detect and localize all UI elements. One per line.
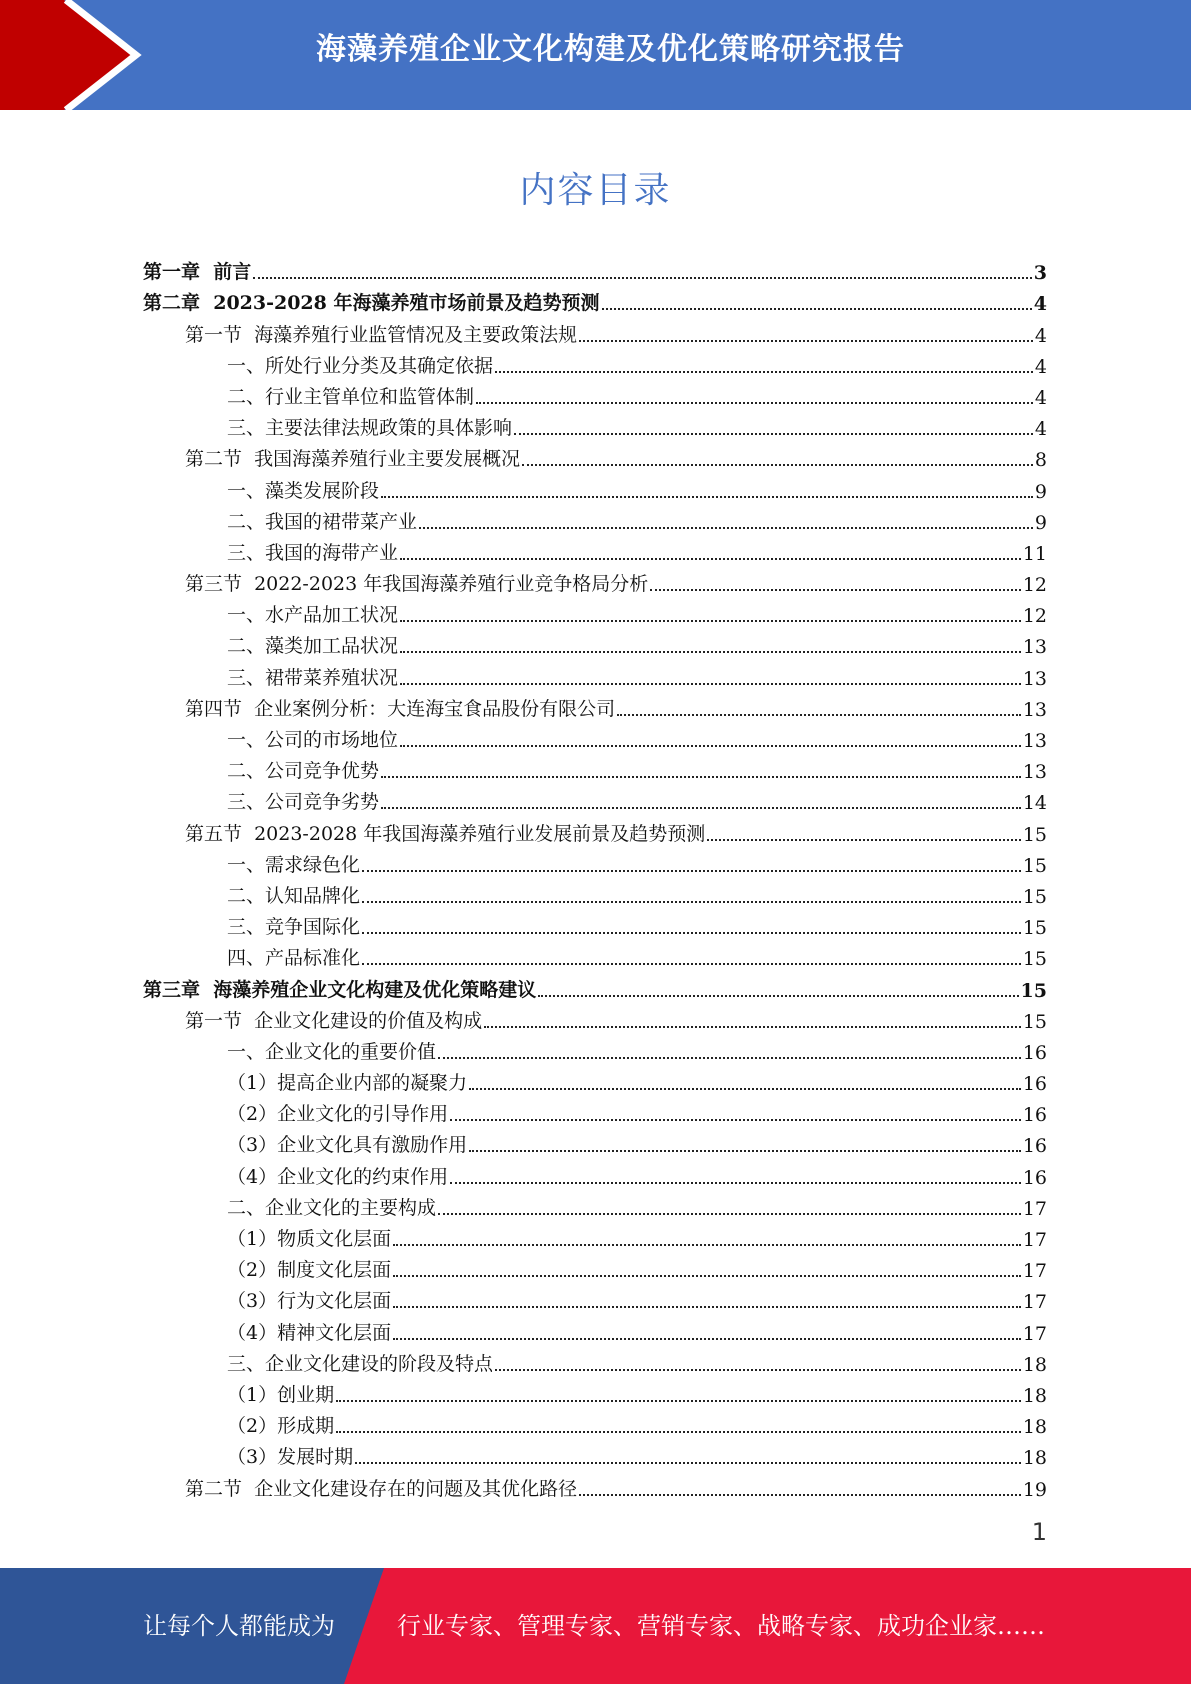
toc-entry-page: 16 [1022,1135,1047,1158]
toc-entry-label: （3）行为文化层面 [227,1290,392,1313]
toc-entry-label: 四、产品标准化 [227,947,361,970]
toc-entry-label: （4）精神文化层面 [227,1321,392,1344]
toc-dot-leader [362,868,1021,872]
toc-dot-leader [579,1492,1021,1496]
toc-entry-label: 二、藻类加工品状况 [227,635,399,658]
toc-heading: 内容目录 [519,170,672,211]
toc-dot-leader [538,993,1018,997]
toc-entry-label: 二、行业主管单位和监管体制 [227,385,475,408]
toc-entry-label: （2）企业文化的引导作用 [227,1103,449,1126]
toc-entry-label: 第五节 2023-2028 年我国海藻养殖行业发展前景及趋势预测 [185,822,706,845]
toc-entry[interactable] [0,315,1191,346]
toc-dot-leader [400,556,1021,560]
toc-entry-page: 15 [1020,979,1047,1002]
toc-entry-page: 4 [1034,324,1047,347]
toc-entry[interactable] [0,284,1191,315]
toc-entry-page: 3 [1033,262,1047,285]
toc-entry-label: （2）形成期 [227,1415,335,1438]
toc-dot-leader [400,618,1021,622]
toc-entry-label: 第一节 企业文化建设的价值及构成 [185,1009,483,1032]
toc-entry-page: 4 [1034,386,1047,409]
toc-dot-leader [393,1273,1021,1277]
toc-entry-label: （2）制度文化层面 [227,1259,392,1282]
toc-entry-page: 11 [1022,542,1047,565]
toc-dot-leader [355,1460,1021,1464]
toc-entry-page: 12 [1022,574,1047,597]
toc-entry-page: 15 [1022,917,1047,940]
header-banner [0,0,1191,110]
toc-entry-label: 第二节 企业文化建设存在的问题及其优化路径 [185,1477,578,1500]
toc-entry-label: 二、企业文化的主要构成 [227,1196,437,1219]
toc-entry-label: （1）物质文化层面 [227,1228,392,1250]
toc-entry-page: 17 [1022,1291,1047,1314]
toc-entry-label: 一、所处行业分类及其确定依据 [227,354,494,377]
toc-entry-page: 15 [1022,1010,1047,1033]
toc-entry[interactable] [0,658,1191,689]
toc-entry[interactable] [0,939,1191,970]
toc-entry[interactable] [0,721,1191,752]
toc-dot-leader [362,961,1021,965]
toc-dot-leader [450,1117,1021,1121]
toc-entry-page: 13 [1022,667,1047,690]
toc-dot-leader [393,1336,1021,1340]
toc-dot-leader [450,1180,1021,1184]
toc-entry-page: 12 [1022,605,1047,628]
toc-entry-page: 17 [1022,1260,1047,1283]
toc-dot-leader [419,525,1033,529]
toc-dot-leader [336,1429,1021,1433]
toc-entry-page: 17 [1022,1197,1047,1220]
toc-entry[interactable] [0,1282,1191,1313]
toc-entry-label: 第四节 企业案例分析：大连海宝食品股份有限公司 [185,697,616,720]
toc-entry[interactable] [0,565,1191,596]
toc-entry-page: 17 [1022,1322,1047,1345]
toc-entry-label: 三、公司竞争劣势 [227,791,380,814]
toc-entry[interactable] [0,846,1191,877]
toc-entry-page: 18 [1022,1384,1047,1407]
toc-entry[interactable] [0,1033,1191,1064]
toc-entry[interactable] [0,1157,1191,1188]
toc-entry-label: 第三章 海藻养殖企业文化构建及优化策略建议 [143,978,537,1001]
toc-entry[interactable] [0,378,1191,409]
toc-entry[interactable] [0,253,1191,284]
toc-dot-leader [476,400,1033,404]
toc-entry[interactable] [0,1095,1191,1126]
toc-entry[interactable] [0,409,1191,440]
toc-entry-page: 18 [1022,1353,1047,1376]
toc-entry-page: 16 [1022,1166,1047,1189]
toc-entry-label: 二、认知品牌化 [227,884,361,907]
table-of-contents [0,253,1191,1501]
toc-entry-label: 三、我国的海带产业 [227,541,399,564]
toc-entry[interactable] [0,1126,1191,1157]
toc-entry[interactable] [0,1438,1191,1469]
toc-entry[interactable] [0,471,1191,502]
toc-dot-leader [393,1304,1021,1308]
toc-entry-page: 8 [1034,449,1047,472]
toc-dot-leader [617,712,1021,716]
toc-entry-page: 18 [1022,1447,1047,1470]
toc-dot-leader [650,587,1021,591]
toc-entry[interactable] [0,908,1191,939]
footer-slogan-left: 让每个人都能成为 [143,1612,335,1640]
toc-entry-label: （1）创业期 [227,1383,335,1406]
toc-dot-leader [381,774,1021,778]
toc-entry-page: 16 [1022,1041,1047,1064]
toc-entry[interactable] [0,1345,1191,1376]
toc-entry[interactable] [0,440,1191,471]
report-title: 海藻养殖企业文化构建及优化策略研究报告 [316,32,905,67]
toc-entry-page: 4 [1033,293,1047,316]
toc-dot-leader [579,338,1033,342]
toc-entry-label: 一、需求绿色化 [227,853,361,876]
toc-entry-page: 18 [1022,1416,1047,1439]
toc-entry[interactable] [0,627,1191,658]
toc-entry-page: 9 [1034,480,1047,503]
toc-entry[interactable] [0,1002,1191,1033]
toc-entry-label: （1）提高企业内部的凝聚力 [227,1072,468,1095]
toc-entry-label: 第一章 前言 [143,261,252,284]
page-number: 1 [1031,1518,1047,1546]
toc-entry-label: 三、竞争国际化 [227,916,361,939]
toc-entry-label: 二、公司竞争优势 [227,760,380,783]
toc-entry[interactable] [0,690,1191,721]
toc-entry-label: 三、主要法律法规政策的具体影响 [227,417,513,440]
toc-entry-label: （4）企业文化的约束作用 [227,1165,449,1188]
toc-entry-page: 16 [1022,1073,1047,1096]
toc-entry-label: 三、裙带菜养殖状况 [227,666,399,689]
toc-dot-leader [495,369,1033,373]
toc-entry[interactable] [0,970,1191,1001]
toc-entry-page: 15 [1022,854,1047,877]
footer-slogan-right: 行业专家、管理专家、营销专家、战略专家、成功企业家…… [397,1612,1045,1640]
toc-dot-leader [707,837,1021,841]
toc-entry[interactable] [0,1064,1191,1095]
toc-entry-page: 15 [1022,823,1047,846]
toc-dot-leader [495,1367,1021,1371]
toc-entry[interactable] [0,814,1191,845]
toc-dot-leader [484,1024,1021,1028]
toc-dot-leader [514,431,1033,435]
toc-entry[interactable] [0,503,1191,534]
toc-entry-label: 一、公司的市场地位 [227,729,399,751]
toc-dot-leader [362,930,1021,934]
toc-entry[interactable] [0,1220,1191,1251]
toc-entry-page: 13 [1022,761,1047,784]
toc-entry[interactable] [0,1407,1191,1438]
toc-entry-page: 14 [1022,792,1047,815]
toc-entry-page: 13 [1022,698,1047,721]
toc-entry-label: （3）发展时期 [227,1446,354,1469]
toc-dot-leader [469,1148,1021,1152]
toc-entry-label: 第二节 我国海藻养殖行业主要发展概况 [185,448,521,471]
toc-dot-leader [438,1055,1021,1059]
toc-entry-page: 15 [1022,885,1047,908]
toc-dot-leader [336,1398,1021,1402]
toc-entry-page: 4 [1034,355,1047,378]
toc-entry-page: 13 [1022,730,1047,752]
toc-entry[interactable] [0,877,1191,908]
toc-entry[interactable] [0,1469,1191,1500]
toc-dot-leader [362,899,1021,903]
toc-dot-leader [400,681,1021,685]
toc-dot-leader [602,306,1032,310]
toc-dot-leader [400,649,1021,653]
toc-entry-page: 17 [1022,1229,1047,1251]
toc-dot-leader [253,275,1032,279]
toc-entry[interactable] [0,1376,1191,1407]
toc-entry[interactable] [0,1189,1191,1220]
footer-banner [0,1568,1191,1684]
toc-entry[interactable] [0,752,1191,783]
toc-dot-leader [522,462,1033,466]
toc-entry-page: 16 [1022,1104,1047,1127]
toc-entry-label: 第三节 2022-2023 年我国海藻养殖行业竞争格局分析 [185,573,649,596]
toc-dot-leader [381,494,1033,498]
toc-entry-label: 第二章 2023-2028 年海藻养殖市场前景及趋势预测 [143,292,600,315]
toc-entry-label: 二、我国的裙带菜产业 [227,510,418,533]
toc-entry[interactable] [0,1313,1191,1344]
toc-entry-label: 三、企业文化建设的阶段及特点 [227,1352,494,1375]
toc-entry-page: 9 [1034,511,1047,534]
toc-entry-label: （3）企业文化具有激励作用 [227,1134,468,1157]
toc-entry[interactable] [0,783,1191,814]
toc-entry-page: 15 [1022,948,1047,971]
toc-dot-leader [469,1086,1021,1090]
toc-dot-leader [381,805,1021,809]
toc-entry[interactable] [0,1251,1191,1282]
toc-entry-page: 4 [1034,418,1047,441]
toc-entry[interactable] [0,347,1191,378]
toc-dot-leader [400,743,1021,747]
toc-dot-leader [393,1242,1021,1246]
toc-entry-label: 一、水产品加工状况 [227,604,399,627]
toc-entry-page: 13 [1022,636,1047,659]
toc-entry-page: 19 [1022,1478,1047,1501]
toc-entry-label: 第一节 海藻养殖行业监管情况及主要政策法规 [185,323,578,346]
toc-entry[interactable] [0,596,1191,627]
toc-entry-label: 一、企业文化的重要价值 [227,1040,437,1063]
toc-entry-label: 一、藻类发展阶段 [227,479,380,502]
toc-dot-leader [438,1211,1021,1215]
toc-entry[interactable] [0,534,1191,565]
